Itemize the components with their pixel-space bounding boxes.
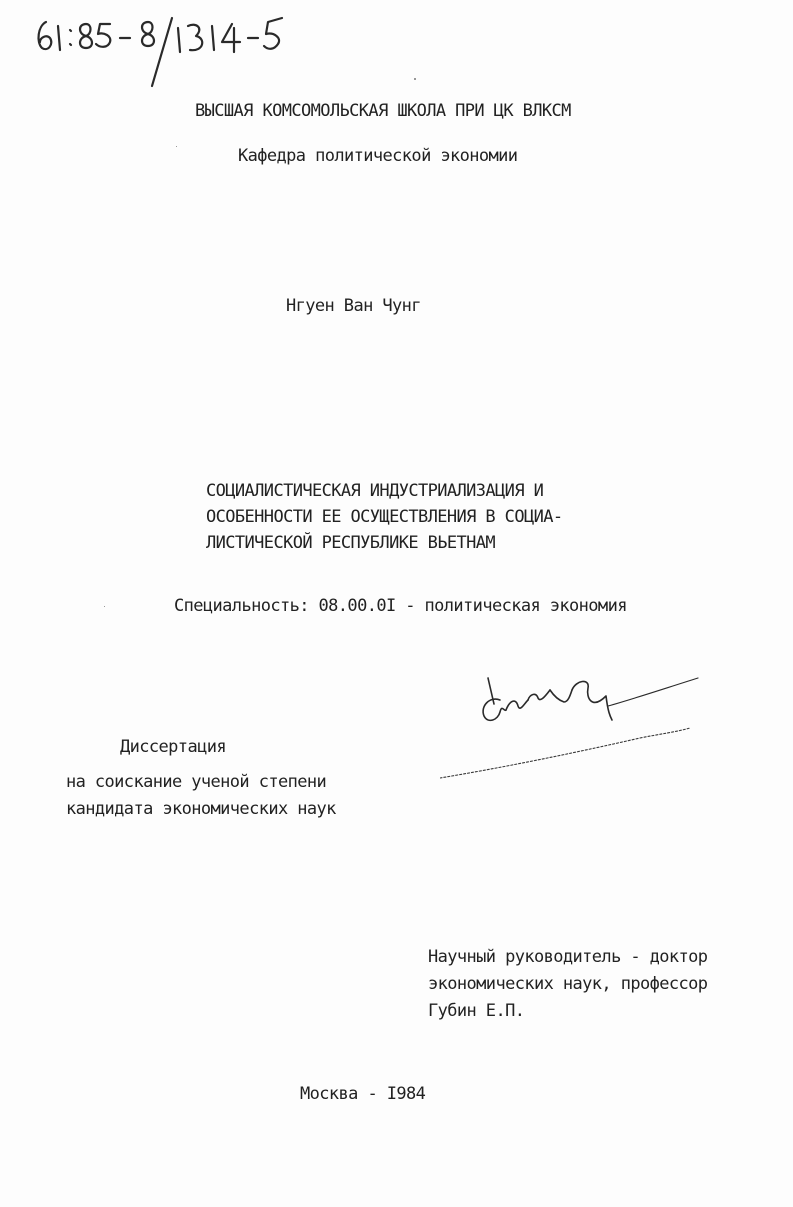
author-signature [440,670,710,790]
supervisor-name: Губин Е.П. [428,1001,525,1021]
degree-line: на соискание ученой степени [66,772,327,792]
paper-speck [104,606,105,607]
dissertation-label: Диссертация [120,737,226,757]
institution-heading: ВЫСШАЯ КОМСОМОЛЬСКАЯ ШКОЛА ПРИ ЦК ВЛКСМ [195,101,571,121]
archive-mark-handwriting [30,8,290,88]
supervisor-line: Научный руководитель - доктор [428,947,708,967]
title-line: СОЦИАЛИСТИЧЕСКАЯ ИНДУСТРИАЛИЗАЦИЯ И [206,481,544,501]
degree-line: кандидата экономических наук [66,799,336,819]
title-line: ОСОБЕННОСТИ ЕЕ ОСУЩЕСТВЛЕНИЯ В СОЦИА- [206,507,563,527]
paper-speck [176,146,177,147]
title-line: ЛИСТИЧЕСКОЙ РЕСПУБЛИКЕ ВЬЕТНАМ [206,533,496,553]
specialty-line: Специальность: 08.00.0I - политическая экономия [174,596,627,616]
paper-speck [414,78,416,80]
author-name: Нгуен Ван Чунг [286,296,421,316]
supervisor-line: экономических наук, профессор [428,974,708,994]
place-and-year: Москва - I984 [300,1084,426,1104]
department-name: Кафедра политической экономии [238,146,518,166]
